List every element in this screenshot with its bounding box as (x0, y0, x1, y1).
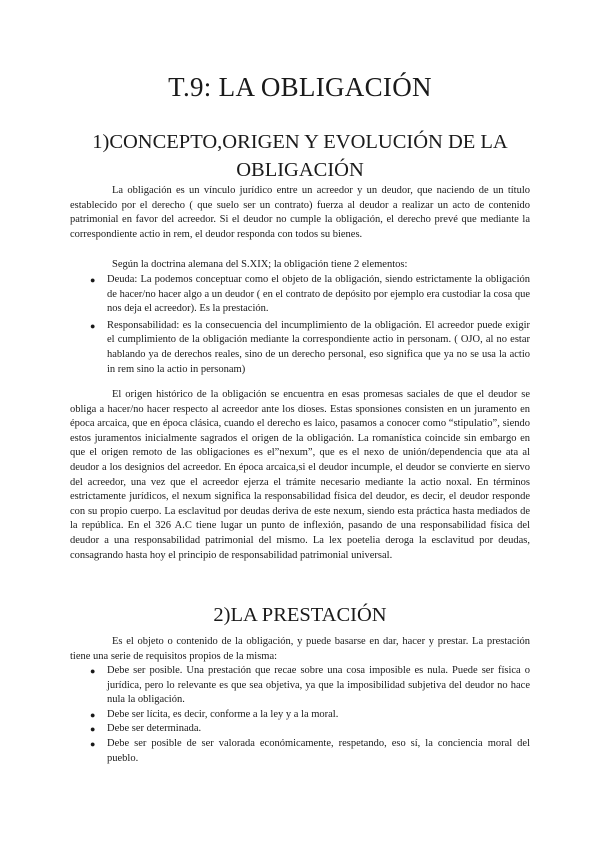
page-title: T.9: LA OBLIGACIÓN (168, 72, 432, 102)
bullet-icon: ● (90, 275, 96, 285)
list-item-deuda (70, 273, 530, 317)
list-item-text: Debe ser determinada. (107, 723, 202, 735)
list-item-valorada (70, 737, 530, 766)
list-item-posible (70, 664, 530, 708)
list-item-text: Debe ser posible. Una prestación que recae sobre una cosa imposible es nula. Puede ser física o jurídica, pero lo relevante es que sea objetiva, ya que la imposibilidad subjetiva del deudor no hace nula la obligación. (107, 665, 530, 706)
bullet-icon: ● (90, 709, 96, 720)
list-item-text: Deuda: La podemos conceptuar como el objeto de la obligación, siendo estrictamente la obligación de hacer/no hacer algo a un deudor ( en el contrato de depósito por ejemplo era custodiar la cosa que nos deja el acreedor). Es la prestación. (107, 274, 530, 315)
list-item-text: Debe ser lícita, es decir, conforme a la ley y a la moral. (107, 708, 339, 720)
paragraph-origen: El origen histórico de la obligación se encuentra en esas promesas saciales de que el deudor se obliga a hacer/no hacer respecto al acreedor ante los dioses. Estas sponsiones consisten en un juramento en época arcaica, que en época clásica, cuando el derecho es laico, pasamos a conocer como “stipulatio”, siendo estos juramentos inicialmente sagrados el origen de la obligación. La romanística coincide sin embargo en que el origen remoto de las obligaciones es el”nexum”, que es el nexo de unión/dependencia que ata al deudor a los designios del acreedor. En época arcaica,si el deudor incumple, el deudor se convierte en siervo del acreedor, una vez que el acreedor ejerza el trámite necesario mediante la actio noxal. En términos estrictamente jurídicos, el nexum significa la responsabilidad física del deudor, es decir, el deudor responde con su propio cuerpo. La esclavitud por deudas deriva de este nexum, siendo esta práctica hasta mediados de la república. En el 326 A.C tiene lugar un punto de inflexión, pasando de una responsabilidad física del deudor a una responsabilidad patrimonial del mismo. La lex poetelia deroga la esclavitud por deudas, consagrando hasta hoy el principio de responsabilidad patrimonial universal. (70, 389, 530, 561)
list-item-responsabilidad (70, 319, 530, 377)
paragraph-prestacion: Es el objeto o contenido de la obligación, y puede basarse en dar, hacer y prestar. La prestación tiene una serie de requisitos propios de la misma: (70, 636, 530, 662)
list-item-licita (70, 708, 530, 723)
bullet-icon: ● (90, 724, 96, 735)
bullet-icon: ● (90, 666, 96, 676)
paragraph-definicion: La obligación es un vínculo jurídico entre un acreedor y un deudor, que naciendo de un título establecido por el derecho ( que suelo ser un contrato) fuerza al deudor a realizar un acto de contenido patrimonial en favor del acreedor. Si el deudor no cumple la obligación, el derecho prevé que mediante la correspondiente actio in rem, el deudor responda con todos su bienes. (70, 185, 530, 240)
paragraph-doctrina: Según la doctrina alemana del S.XIX; la obligación tiene 2 elementos: (112, 259, 408, 270)
section-heading-concepto: 1)CONCEPTO,ORIGEN Y EVOLUCIÓN DE LA OBLIGACIÓN (92, 131, 508, 181)
list-item-text: Responsabilidad: es la consecuencia del incumplimiento de la obligación. El acreedor puede exigir el cumplimiento de la obligación mediante la correspondiente actio in personam. ( OJO, al no estar hablando ya de derechos reales, sino de un derecho personal, eso significa que ya no se usa la actio in rem sino la actio in personam) (107, 319, 530, 375)
list-item-determinada (70, 722, 530, 737)
requisitos-list (70, 664, 530, 766)
section-heading-prestacion: 2)LA PRESTACIÓN (213, 604, 387, 626)
bullet-icon: ● (90, 320, 96, 331)
elementos-list (70, 273, 530, 377)
list-item-text: Debe ser posible de ser valorada económicamente, respetando, eso sí, la conciencia moral del pueblo. (107, 737, 530, 764)
bullet-icon: ● (90, 738, 96, 749)
